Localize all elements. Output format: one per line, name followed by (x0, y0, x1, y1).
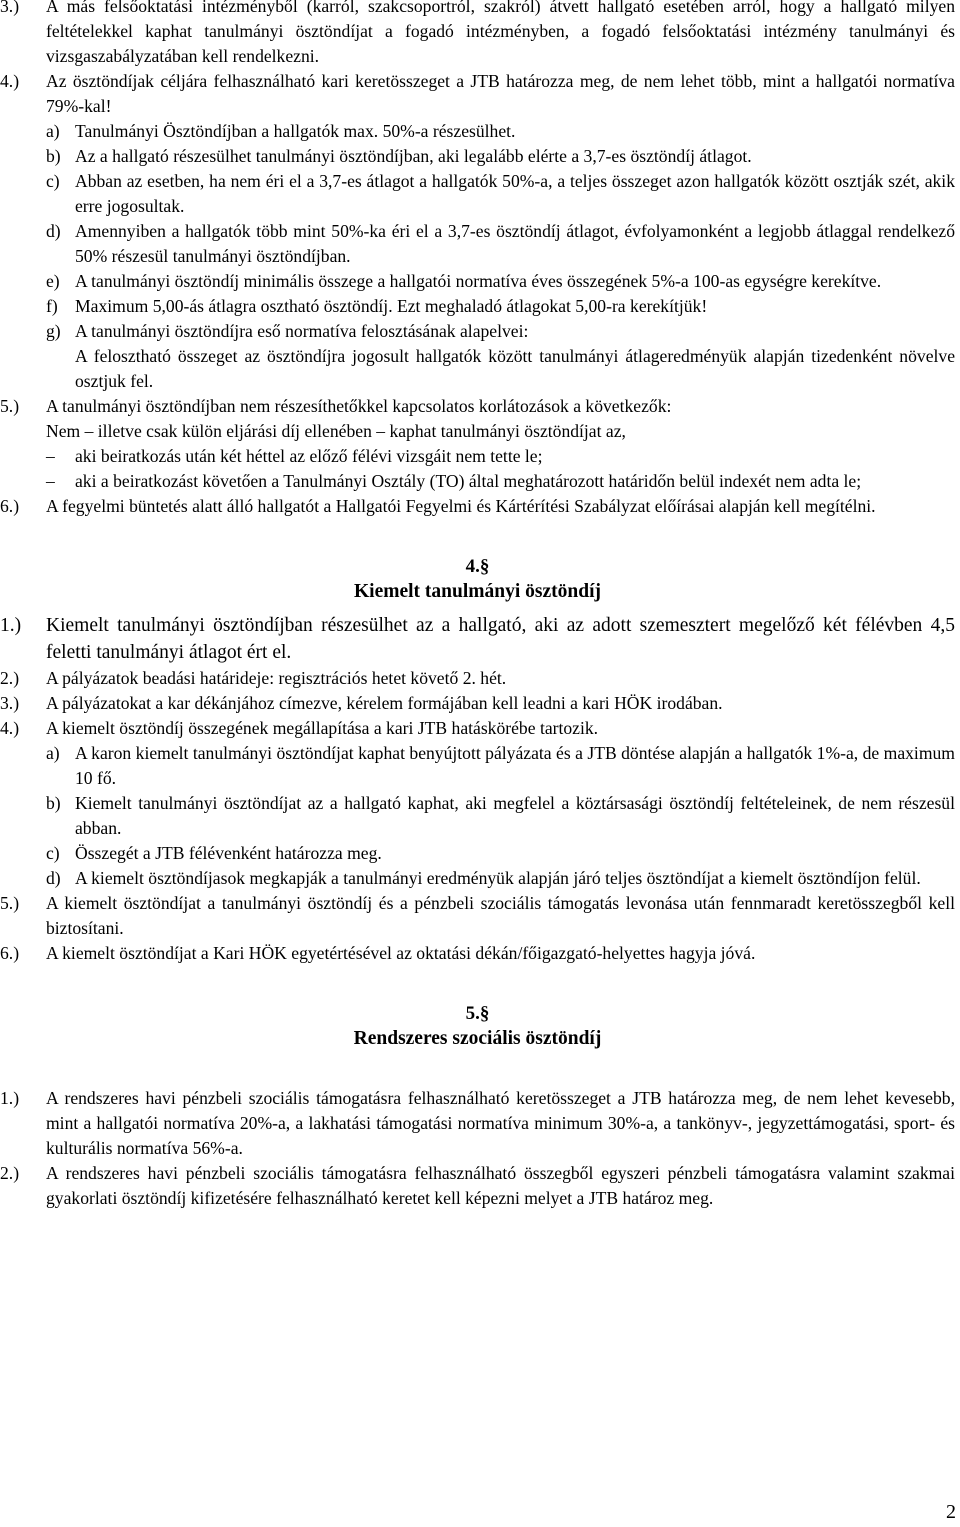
section4-paragraph-3 (0, 691, 955, 716)
paragraph-number: 2.) (0, 668, 20, 688)
list-text: Összegét a JTB félévenként határozza meg. (75, 843, 382, 863)
list-text: Maximum 5,00-ás átlagra osztható ösztöndíj. Ezt meghaladó átlagokat 5,00-ra kerekítjük! (75, 296, 708, 316)
paragraph-number: 3.) (0, 0, 20, 16)
list-item-a (0, 119, 955, 144)
paragraph-number: 4.) (0, 71, 20, 91)
page-number: 2 (946, 1501, 956, 1523)
paragraph-number: 3.) (0, 693, 20, 713)
list-text: Amennyiben a hallgatók több mint 50%-ka éri el a 3,7-es ösztöndíj átlagot, évfolyamonként a legjobb átlaggal rendelkező 50% részesül tanulmányi ösztöndíjban. (75, 221, 955, 266)
section-title: Rendszeres szociális ösztöndíj (353, 1028, 602, 1049)
paragraph-text: Az ösztöndíjak céljára felhasználható kari keretösszeget a JTB határozza meg, de nem lehet több, mint a hallgatói normatíva 79%-kal! (46, 71, 955, 116)
section4-paragraph-5 (0, 891, 955, 941)
list-item-b (0, 791, 955, 841)
list-text: Abban az esetben, ha nem éri el a 3,7-es átlagot a hallgatók 50%-a, a teljes összeget azon hallgatók között osztják szét, akik erre jogosultak. (75, 171, 955, 216)
paragraph-number: 5.) (0, 396, 20, 416)
section5-paragraph-1 (0, 1086, 955, 1161)
list-text: Az a hallgató részesülhet tanulmányi ösztöndíjban, aki legalább elérte a 3,7-es ösztöndíj átlagot. (75, 146, 752, 166)
paragraph-5 (0, 394, 955, 419)
list-item-c (0, 841, 955, 866)
list-letter: b) (46, 793, 61, 813)
paragraph-number: 4.) (0, 718, 20, 738)
list-letter: a) (46, 121, 60, 141)
list-text: A kiemelt ösztöndíjasok megkapják a tanulmányi eredményük alapján járó teljes ösztöndíjat a kiemelt ösztöndíjon felül. (75, 868, 921, 888)
paragraph-6 (0, 494, 955, 519)
list-text: A karon kiemelt tanulmányi ösztöndíjat kaphat benyújtott pályázata és a JTB döntése alapján a hallgatók 1%-a, de maximum 10 fő. (75, 743, 955, 788)
list-item-c (0, 169, 955, 219)
list-item-d (0, 866, 955, 891)
paragraph-number: 1.) (0, 615, 22, 636)
paragraph-number: 5.) (0, 893, 20, 913)
paragraph-text: A tanulmányi ösztöndíjban nem részesíthetőkkel kapcsolatos korlátozások a következők: (46, 396, 672, 416)
list-item-g (0, 319, 955, 344)
list-item-a (0, 741, 955, 791)
paragraph-text: A fegyelmi büntetés alatt álló hallgatót a Hallgatói Fegyelmi és Kártérítési Szabályzat előírásai alapján kell megítélni. (46, 496, 876, 516)
paragraph-4 (0, 69, 955, 119)
dash-mark: – (46, 471, 55, 491)
dash-item (0, 444, 955, 469)
paragraph-5-intro: Nem – illetve csak külön eljárási díj ellenében – kaphat tanulmányi ösztöndíjat az, (46, 421, 626, 441)
list-item-f (0, 294, 955, 319)
dash-item (0, 469, 955, 494)
paragraph-text: A pályázatokat a kar dékánjához címezve, kérelem formájában kell leadni a kari HÖK irodában. (46, 693, 723, 713)
paragraph-3 (0, 0, 955, 69)
section4-paragraph-2 (0, 666, 955, 691)
section4-paragraph-1 (0, 612, 955, 666)
paragraph-text: A rendszeres havi pénzbeli szociális támogatásra felhasználható keretösszeget a JTB határozza meg, de nem lehet kevesebb, mint a hallgatói normatíva 20%-a, a lakhatási támogatási normatíva minimum 30%-a, a tankönyv-, jegyzettámogatási, sport- és kulturális normatíva 56%-a. (46, 1088, 955, 1158)
paragraph-number: 6.) (0, 943, 20, 963)
paragraph-text: A rendszeres havi pénzbeli szociális támogatásra felhasználható összegből egyszeri pénzbeli támogatásra valamint szakmai gyakorlati ösztöndíj kifizetésére felhasználható keretet kell képezni melyet a JTB határoz meg. (46, 1163, 955, 1208)
dash-text: aki beiratkozás után két héttel az előző félévi vizsgáit nem tette le; (75, 446, 543, 466)
section-number: 4.§ (465, 556, 490, 577)
section4-paragraph-4 (0, 716, 955, 741)
paragraph-text: Kiemelt tanulmányi ösztöndíjban részesülhet az a hallgató, aki az adott szemesztert megelőző két félévben 4,5 feletti tanulmányi átlagot ért el. (46, 615, 955, 663)
section-number: 5.§ (465, 1003, 490, 1024)
list-item-d (0, 219, 955, 269)
list-letter: e) (46, 271, 60, 291)
list-text: A tanulmányi ösztöndíj minimális összege a hallgatói normatíva éves összegének 5%-a 100-as egységre kerekítve. (75, 271, 882, 291)
list-letter: c) (46, 843, 60, 863)
list-item-e (0, 269, 955, 294)
list-letter: f) (46, 296, 58, 316)
paragraph-number: 1.) (0, 1088, 20, 1108)
paragraph-number: 6.) (0, 496, 20, 516)
paragraph-text: A pályázatok beadási határideje: regisztrációs hetet követő 2. hét. (46, 668, 507, 688)
section5-paragraph-2 (0, 1161, 955, 1211)
list-letter: a) (46, 743, 60, 763)
section4-paragraph-6 (0, 941, 955, 966)
list-letter: b) (46, 146, 61, 166)
paragraph-text: A kiemelt ösztöndíjat a tanulmányi ösztöndíj és a pénzbeli szociális támogatás levonása után fennmaradt keretösszegből kell biztosítani. (46, 893, 955, 938)
list-text: A tanulmányi ösztöndíjra eső normatíva felosztásának alapelvei: (75, 321, 529, 341)
list-letter: g) (46, 321, 61, 341)
list-item-b (0, 144, 955, 169)
list-letter: d) (46, 868, 61, 888)
list-letter: d) (46, 221, 61, 241)
dash-text: aki a beiratkozást követően a Tanulmányi Osztály (TO) által meghatározott határidőn belül indexét nem adta le; (75, 471, 862, 491)
paragraph-text: A más felsőoktatási intézményből (karról, szakcsoportról, szakról) átvett hallgató esetében arról, hogy a hallgató milyen feltételekkel kaphat tanulmányi ösztöndíjat a fogadó intézményben, a fogadó felsőoktatási intézmény tanulmányi és vizsgaszabályzatában kell rendelkezni. (46, 0, 955, 66)
list-text: Tanulmányi Ösztöndíjban a hallgatók max. 50%-a részesülhet. (75, 121, 516, 141)
paragraph-number: 2.) (0, 1163, 20, 1183)
dash-mark: – (46, 446, 55, 466)
list-letter: c) (46, 171, 60, 191)
paragraph-text: A kiemelt ösztöndíj összegének megállapítása a kari JTB hatáskörébe tartozik. (46, 718, 599, 738)
list-text: Kiemelt tanulmányi ösztöndíjat az a hallgató kaphat, aki megfelel a köztársasági ösztöndíj feltételeinek, de nem részesül abban. (75, 793, 955, 838)
section-title: Kiemelt tanulmányi ösztöndíj (354, 581, 601, 602)
paragraph-text: A kiemelt ösztöndíjat a Kari HÖK egyetértésével az oktatási dékán/főigazgató-helyettes hagyja jóvá. (46, 943, 756, 963)
list-item-g-detail: A felosztható összeget az ösztöndíjra jogosult hallgatók között tanulmányi átlageredményük alapján tizedenként növelve osztjuk fel. (75, 346, 955, 391)
